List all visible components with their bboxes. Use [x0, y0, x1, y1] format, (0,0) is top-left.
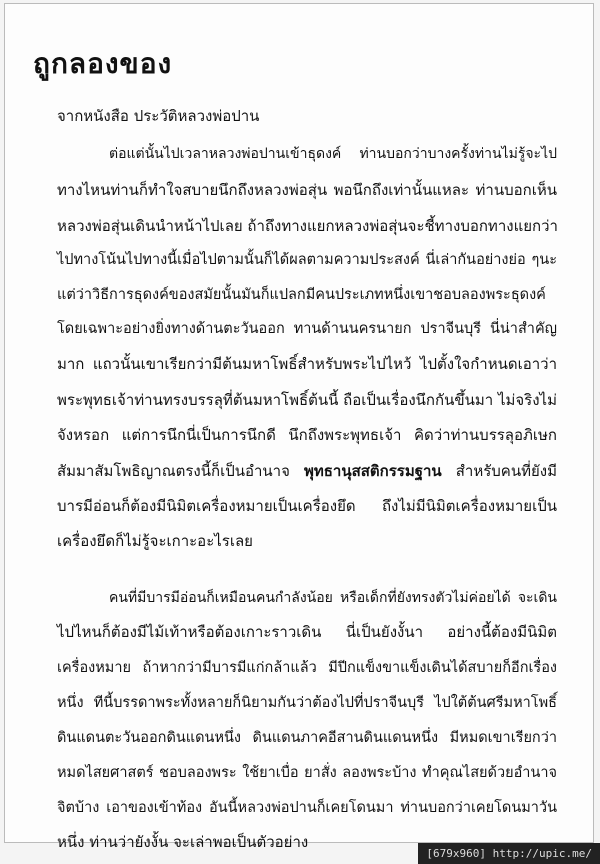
source-line: จากหนังสือ ประวัติหลวงพ่อปาน: [57, 107, 260, 125]
text-line: คนที่มีบารมีอ่อนก็เหมือนคนกำลังน้อย หรือเด็กที่ยังทรงตัวไม่ค่อยได้ จะเดิน: [109, 590, 557, 606]
text-segment: สำหรับคนที่ยังมี: [441, 462, 557, 480]
text-line: หนึ่ง ท่านว่ายังงั้น จะเล่าพอเป็นตัวอย่าง: [57, 833, 309, 851]
text-line: จังหรอก แต่การนึกนี่เป็นการนึกดี นึกถึงพระพุทธเจ้า คิดว่าท่านบรรลุอภิเษก: [57, 426, 557, 444]
image-host-watermark: [679x960] http://upic.me/: [418, 843, 600, 864]
text-line: เครื่องหมาย ถ้าหากว่ามีบารมีแก่กล้าแล้ว มีปีกแข็งขาแข็งเดินได้สบายก็อีกเรื่อง: [57, 660, 557, 676]
text-line: จิตบ้าง เอาของเข้าท้อง อันนี้หลวงพ่อปานก็เคยโดนมา ท่านบอกว่าเคยโดนมาวัน: [57, 800, 557, 816]
text-line: ต่อแต่นั้นไปเวลาหลวงพ่อปานเข้าธุดงค์ ท่านบอกว่าบางครั้งท่านไม่รู้จะไป: [109, 146, 557, 162]
text-line: เครื่องยึดก็ไม่รู้จะเกาะอะไรเลย: [57, 532, 253, 550]
text-line: ทางไหนท่านก็ทำใจสบายนึกถึงหลวงพ่อสุ่น พอนึกถึงเท่านั้นแหละ ท่านบอกเห็น: [57, 181, 557, 199]
page-title: ถูกลองของ: [33, 47, 173, 80]
text-line: บารมีอ่อนก็ต้องมีนิมิตเครื่องหมายเป็นเครื่องยึด ถึงไม่มีนิมิตเครื่องหมายเป็น: [57, 497, 557, 515]
text-line: โดยเฉพาะอย่างยิ่งทางด้านตะวันออก ทานด้านนครนายก ปราจีนบุรี นี่น่าสำคัญ: [57, 321, 557, 337]
text-line: ดินแดนตะวันออกดินแดนหนึ่ง ดินแดนภาคอีสานดินแดนหนึ่ง มีหมดเขาเรียกว่า: [57, 730, 557, 746]
document-page: [4, 3, 594, 851]
text-line: ไปทางโน้นไปทางนี้เมื่อไปตามนั้นก็ได้ผลตามความประสงค์ นี่เล่ากันอย่างย่อ ๆนะ: [57, 252, 557, 268]
text-line: [57, 461, 557, 481]
text-line: หมดไสยศาสตร์ ชอบลองพระ ใช้ยาเบื่อ ยาสั่ง ลองพระบ้าง ทำคุณไสยด้วยอำนาจ: [57, 765, 557, 781]
text-segment: สัมมาสัมโพธิญาณตรงนี้ก็เป็นอำนาจ: [57, 462, 304, 480]
text-line: ไปไหนก็ต้องมีไม้เท้าหรือต้องเกาะราวเดิน นี่เป็นยังงั้นา อย่างนี้ต้องมีนิมิต: [57, 623, 557, 641]
text-line: หนึ่ง ทีนี้บรรดาพระทั้งหลายก็นิยามกันว่าต้องไปที่ปราจีนบุรี ไปใต้ต้นศรีมหาโพธิ์: [57, 695, 557, 711]
text-line: มาก แถวนั้นเขาเรียกว่ามีต้นมหาโพธิ์สำหรับพระไปไหว้ ไปตั้งใจกำหนดเอาว่า: [57, 355, 557, 373]
text-line: พระพุทธเจ้าท่านทรงบรรลุที่ต้นมหาโพธิ์ต้นนี้ ถือเป็นเรื่องนึกกันขึ้นมา ไม่จริงไม่: [57, 391, 557, 409]
bold-term: พุทธานุสสติกรรมฐาน: [303, 462, 442, 480]
text-line: หลวงพ่อสุ่นเดินนำหน้าไปเลย ถ้าถึงทางแยกหลวงพ่อสุ่นจะชี้ทางบอกทางแยกว่า: [57, 217, 558, 235]
text-line: แต่ว่าวิธีการธุดงค์ของสมัยนั้นมันก็แปลกมีคนประเภทหนึ่งเขาชอบลองพระธุดงค์: [57, 287, 546, 303]
